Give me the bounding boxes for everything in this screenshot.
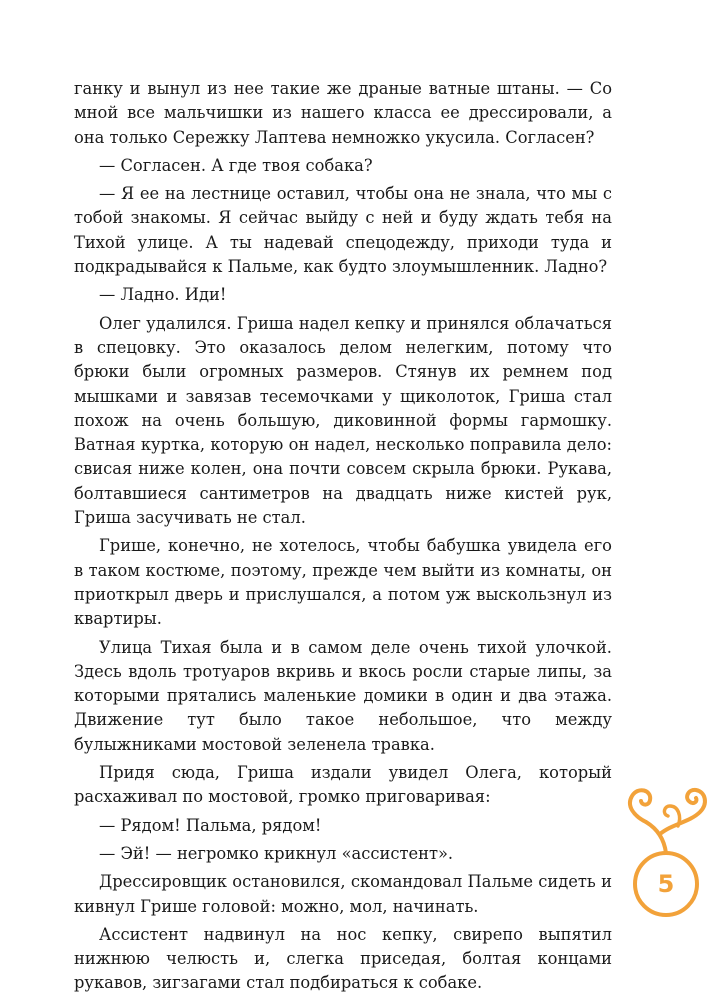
page-number-ornament <box>616 772 720 930</box>
paragraph: — Рядом! Пальма, рядом! <box>99 815 322 835</box>
paragraph: Придя сюда, Гриша издали увидел Олега, который расхаживал по мостовой, громко приговаривая: <box>74 763 612 807</box>
paragraph: Дрессировщик остановился, скомандовал Пальме сидеть и кивнул Грише головой: можно, мол, начинать. <box>74 872 612 916</box>
paragraph: — Эй! — негромко крикнул «ассистент». <box>99 843 454 863</box>
paragraph: ганку и вынул из нее такие же драные ватные штаны. — Со мной все мальчишки из нашего класса ее дрессировали, а она только Сережку Лаптева немножко укусила. Согласен? <box>74 79 612 147</box>
page-number: 5 <box>657 870 675 898</box>
paragraph: Ассистент надвинул на нос кепку, свирепо выпятил нижнюю челюсть и, слегка приседая, болтая концами рукавов, зигзагами стал подбираться к собаке. <box>74 924 612 993</box>
paragraph: Грише, конечно, не хотелось, чтобы бабушка увидела его в таком костюме, поэтому, прежде чем выйти из комнаты, он приоткрыл дверь и прислушался, а потом уж выскользнул из квартиры. <box>74 536 612 629</box>
paragraph: — Ладно. Иди! <box>99 285 227 305</box>
paragraph: — Я ее на лестнице оставил, чтобы она не знала, что мы с тобой знакомы. Я сейчас выйду с ней и буду ждать тебя на Тихой улице. А ты надевай спецодежду, приходи туда и подкрадывайся к Пальме, как будто злоумышленник. Ладно? <box>74 184 612 277</box>
paragraph: Улица Тихая была и в самом деле очень тихой улочкой. Здесь вдоль тротуаров вкривь и вкось росли старые липы, за которыми прятались маленькие домики в один и два этажа. Движение тут было такое небольшое, что между булыжниками мостовой зеленела травка. <box>74 637 612 754</box>
paragraph: — Согласен. А где твоя собака? <box>99 155 373 175</box>
page-text <box>74 77 612 996</box>
paragraph: Олег удалился. Гриша надел кепку и принялся облачаться в спецовку. Это оказалось делом нелегким, потому что брюки были огромных размеров. Стянув их ремнем под мышками и завязав тесемочками у щиколоток, Гриша стал похож на очень большую, диковинной формы гармошку. Ватная куртка, которую он надел, несколько поправила дело: свисая ниже колен, она почти совсем скрыла брюки. Рукава, болтавшиеся сантиметров на двадцать ниже кистей рук, Гриша засучивать не стал. <box>74 313 612 528</box>
